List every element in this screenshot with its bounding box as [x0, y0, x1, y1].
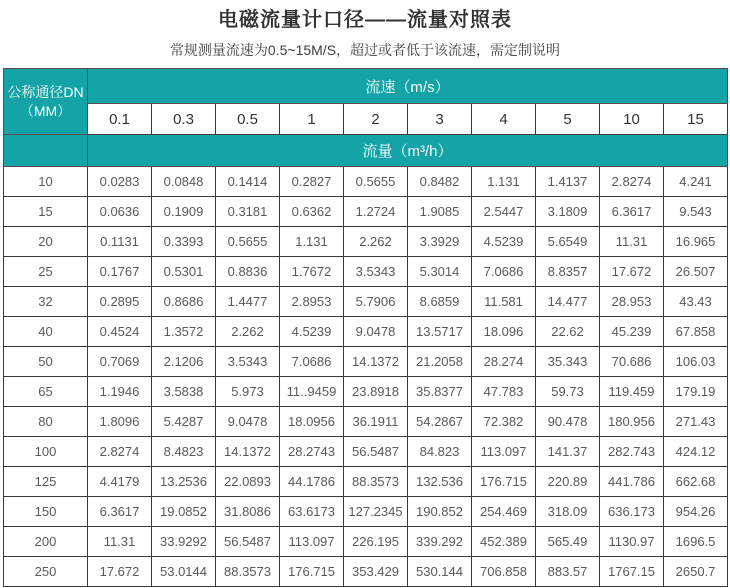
flow-value-cell: 113.097 — [280, 527, 344, 557]
flow-value-cell: 4.5239 — [280, 317, 344, 347]
flow-value-cell: 11.581 — [472, 287, 536, 317]
flow-value-cell: 5.6549 — [536, 227, 600, 257]
table-row — [4, 497, 728, 527]
flow-value-cell: 26.507 — [664, 257, 728, 287]
flow-value-cell: 36.1911 — [344, 407, 408, 437]
flow-value-cell: 226.195 — [344, 527, 408, 557]
flow-value-cell: 271.43 — [664, 407, 728, 437]
flow-value-cell: 70.686 — [600, 347, 664, 377]
flow-value-cell: 9.543 — [664, 197, 728, 227]
flow-value-cell: 56.5487 — [344, 437, 408, 467]
flow-value-cell: 1.9085 — [408, 197, 472, 227]
flow-value-cell: 54.2867 — [408, 407, 472, 437]
flow-value-cell: 176.715 — [280, 557, 344, 587]
flow-value-cell: 0.8836 — [216, 257, 280, 287]
velocity-value-cell: 10 — [600, 104, 664, 135]
flow-value-cell: 0.2827 — [280, 167, 344, 197]
flow-value-cell: 43.43 — [664, 287, 728, 317]
flow-value-cell: 5.3014 — [408, 257, 472, 287]
flow-value-cell: 31.8086 — [216, 497, 280, 527]
flow-value-cell: 5.7906 — [344, 287, 408, 317]
flow-value-cell: 8.6859 — [408, 287, 472, 317]
flow-value-cell: 11.31 — [88, 527, 152, 557]
flow-value-cell: 2.8274 — [600, 167, 664, 197]
flow-value-cell: 14.477 — [536, 287, 600, 317]
flow-value-cell: 53.0144 — [152, 557, 216, 587]
flow-value-cell: 1.3572 — [152, 317, 216, 347]
flow-value-cell: 2.262 — [216, 317, 280, 347]
table-row — [4, 317, 728, 347]
flow-value-cell: 9.0478 — [216, 407, 280, 437]
flow-value-cell: 0.1131 — [88, 227, 152, 257]
flow-rate-table — [3, 68, 728, 587]
flow-value-cell: 6.3617 — [600, 197, 664, 227]
flow-value-cell: 21.2058 — [408, 347, 472, 377]
table-row — [4, 347, 728, 377]
velocity-value-cell: 15 — [664, 104, 728, 135]
flow-value-cell: 22.0893 — [216, 467, 280, 497]
flow-value-cell: 1.4477 — [216, 287, 280, 317]
flow-value-cell: 0.2895 — [88, 287, 152, 317]
flow-value-cell: 28.274 — [472, 347, 536, 377]
flow-value-cell: 28.2743 — [280, 437, 344, 467]
header-row-flow — [4, 135, 728, 167]
dn-value-cell: 40 — [4, 317, 88, 347]
dn-value-cell: 50 — [4, 347, 88, 377]
flow-value-cell: 3.5343 — [216, 347, 280, 377]
flow-value-cell: 132.536 — [408, 467, 472, 497]
flow-value-cell: 565.49 — [536, 527, 600, 557]
flow-value-cell: 8.4823 — [152, 437, 216, 467]
flow-value-cell: 19.0852 — [152, 497, 216, 527]
flow-value-cell: 0.0636 — [88, 197, 152, 227]
flow-value-cell: 0.3393 — [152, 227, 216, 257]
flow-value-cell: 47.783 — [472, 377, 536, 407]
velocity-value-cell: 2 — [344, 104, 408, 135]
flow-value-cell: 1130.97 — [600, 527, 664, 557]
flow-value-cell: 17.672 — [600, 257, 664, 287]
flow-value-cell: 954.26 — [664, 497, 728, 527]
flow-value-cell: 706.858 — [472, 557, 536, 587]
flow-value-cell: 424.12 — [664, 437, 728, 467]
flow-value-cell: 636.173 — [600, 497, 664, 527]
dn-value-cell: 65 — [4, 377, 88, 407]
velocity-values-row — [4, 104, 728, 135]
flow-value-cell: 63.6173 — [280, 497, 344, 527]
flow-value-cell: 1.1946 — [88, 377, 152, 407]
flow-value-cell: 17.672 — [88, 557, 152, 587]
flow-value-cell: 11.31 — [600, 227, 664, 257]
table-row — [4, 557, 728, 587]
flow-value-cell: 254.469 — [472, 497, 536, 527]
flow-value-cell: 2.8953 — [280, 287, 344, 317]
flow-value-cell: 282.743 — [600, 437, 664, 467]
velocity-value-cell: 0.1 — [88, 104, 152, 135]
header-row-velocity — [4, 69, 728, 104]
flow-value-cell: 3.3929 — [408, 227, 472, 257]
velocity-value-cell: 0.5 — [216, 104, 280, 135]
flow-value-cell: 2.262 — [344, 227, 408, 257]
flow-value-cell: 4.241 — [664, 167, 728, 197]
flow-value-cell: 88.3573 — [216, 557, 280, 587]
flow-value-cell: 3.5838 — [152, 377, 216, 407]
flow-value-cell: 0.4524 — [88, 317, 152, 347]
flow-value-cell: 3.5343 — [344, 257, 408, 287]
dn-value-cell: 10 — [4, 167, 88, 197]
flow-value-cell: 662.68 — [664, 467, 728, 497]
flow-value-cell: 35.8377 — [408, 377, 472, 407]
flow-value-cell: 4.5239 — [472, 227, 536, 257]
flow-value-cell: 1.4137 — [536, 167, 600, 197]
flow-value-cell: 119.459 — [600, 377, 664, 407]
table-body — [4, 167, 728, 587]
flow-header-empty-cell — [4, 135, 88, 167]
table-row — [4, 407, 728, 437]
table-row — [4, 227, 728, 257]
flow-value-cell: 22.62 — [536, 317, 600, 347]
flow-value-cell: 14.1372 — [344, 347, 408, 377]
flow-value-cell: 0.5655 — [216, 227, 280, 257]
table-row — [4, 257, 728, 287]
page-title: 电磁流量计口径——流量对照表 — [218, 9, 512, 31]
velocity-value-cell: 0.3 — [152, 104, 216, 135]
flow-value-cell: 0.0848 — [152, 167, 216, 197]
dn-header-line1: 公称通径DN — [7, 83, 84, 100]
flow-value-cell: 0.5655 — [344, 167, 408, 197]
flow-value-cell: 1.131 — [280, 227, 344, 257]
flow-value-cell: 13.5717 — [408, 317, 472, 347]
flow-value-cell: 2.8274 — [88, 437, 152, 467]
flow-value-cell: 2650.7 — [664, 557, 728, 587]
flow-value-cell: 0.1767 — [88, 257, 152, 287]
dn-header-cell — [4, 69, 88, 135]
flow-value-cell: 88.3573 — [344, 467, 408, 497]
flow-value-cell: 0.1414 — [216, 167, 280, 197]
flow-value-cell: 72.382 — [472, 407, 536, 437]
flow-value-cell: 106.03 — [664, 347, 728, 377]
table-row — [4, 287, 728, 317]
velocity-value-cell: 1 — [280, 104, 344, 135]
flow-value-cell: 84.823 — [408, 437, 472, 467]
flow-value-cell: 6.3617 — [88, 497, 152, 527]
flow-value-cell: 179.19 — [664, 377, 728, 407]
flow-value-cell: 0.1909 — [152, 197, 216, 227]
flow-value-cell: 318.09 — [536, 497, 600, 527]
page-subtitle: 常规测量流速为0.5~15M/S，超过或者低于该流速，需定制说明 — [169, 42, 561, 58]
flow-value-cell: 180.956 — [600, 407, 664, 437]
flow-value-cell: 2.1206 — [152, 347, 216, 377]
flow-value-cell: 11..9459 — [280, 377, 344, 407]
flow-value-cell: 5.973 — [216, 377, 280, 407]
flow-value-cell: 33.9292 — [152, 527, 216, 557]
flow-value-cell: 7.0686 — [280, 347, 344, 377]
dn-value-cell: 125 — [4, 467, 88, 497]
flow-value-cell: 452.389 — [472, 527, 536, 557]
flow-value-cell: 3.1809 — [536, 197, 600, 227]
flow-value-cell: 2.5447 — [472, 197, 536, 227]
flow-value-cell: 190.852 — [408, 497, 472, 527]
flow-value-cell: 1767.15 — [600, 557, 664, 587]
flow-value-cell: 0.3181 — [216, 197, 280, 227]
flow-value-cell: 8.8357 — [536, 257, 600, 287]
flow-value-cell: 220.89 — [536, 467, 600, 497]
flow-value-cell: 16.965 — [664, 227, 728, 257]
dn-value-cell: 15 — [4, 197, 88, 227]
velocity-value-cell: 5 — [536, 104, 600, 135]
flow-value-cell: 141.37 — [536, 437, 600, 467]
flow-value-cell: 1696.5 — [664, 527, 728, 557]
flow-value-cell: 1.131 — [472, 167, 536, 197]
flow-value-cell: 9.0478 — [344, 317, 408, 347]
flow-value-cell: 4.4179 — [88, 467, 152, 497]
dn-header-line2: （MM） — [19, 102, 72, 119]
table-row — [4, 197, 728, 227]
velocity-header-cell: 流速（m/s） — [88, 69, 728, 104]
flow-value-cell: 7.0686 — [472, 257, 536, 287]
flow-value-cell: 1.8096 — [88, 407, 152, 437]
dn-value-cell: 20 — [4, 227, 88, 257]
flow-value-cell: 28.953 — [600, 287, 664, 317]
flow-value-cell: 45.239 — [600, 317, 664, 347]
flow-value-cell: 127.2345 — [344, 497, 408, 527]
flow-value-cell: 67.858 — [664, 317, 728, 347]
dn-value-cell: 80 — [4, 407, 88, 437]
flow-value-cell: 176.715 — [472, 467, 536, 497]
flow-value-cell: 18.096 — [472, 317, 536, 347]
dn-value-cell: 32 — [4, 287, 88, 317]
table-row — [4, 467, 728, 497]
flow-value-cell: 44.1786 — [280, 467, 344, 497]
flow-value-cell: 883.57 — [536, 557, 600, 587]
flow-value-cell: 441.786 — [600, 467, 664, 497]
dn-value-cell: 250 — [4, 557, 88, 587]
flow-value-cell: 1.2724 — [344, 197, 408, 227]
dn-value-cell: 100 — [4, 437, 88, 467]
dn-value-cell: 25 — [4, 257, 88, 287]
flow-value-cell: 13.2536 — [152, 467, 216, 497]
flow-value-cell: 56.5487 — [216, 527, 280, 557]
flow-value-cell: 0.8686 — [152, 287, 216, 317]
flow-header-cell: 流量（m³/h） — [88, 135, 728, 167]
flow-value-cell: 0.8482 — [408, 167, 472, 197]
flow-value-cell: 353.429 — [344, 557, 408, 587]
velocity-value-cell: 3 — [408, 104, 472, 135]
velocity-value-cell: 4 — [472, 104, 536, 135]
flow-value-cell: 530.144 — [408, 557, 472, 587]
table-row — [4, 167, 728, 197]
table-row — [4, 377, 728, 407]
table-row — [4, 437, 728, 467]
dn-value-cell: 200 — [4, 527, 88, 557]
flow-value-cell: 0.7069 — [88, 347, 152, 377]
flow-value-cell: 339.292 — [408, 527, 472, 557]
flow-value-cell: 23.8918 — [344, 377, 408, 407]
table-row — [4, 527, 728, 557]
flow-value-cell: 0.5301 — [152, 257, 216, 287]
flow-value-cell: 35.343 — [536, 347, 600, 377]
flow-value-cell: 5.4287 — [152, 407, 216, 437]
flow-value-cell: 90.478 — [536, 407, 600, 437]
flow-value-cell: 0.6362 — [280, 197, 344, 227]
flow-value-cell: 18.0956 — [280, 407, 344, 437]
flow-value-cell: 1.7672 — [280, 257, 344, 287]
dn-value-cell: 150 — [4, 497, 88, 527]
flow-value-cell: 59.73 — [536, 377, 600, 407]
flow-value-cell: 0.0283 — [88, 167, 152, 197]
flow-value-cell: 113.097 — [472, 437, 536, 467]
flow-value-cell: 14.1372 — [216, 437, 280, 467]
